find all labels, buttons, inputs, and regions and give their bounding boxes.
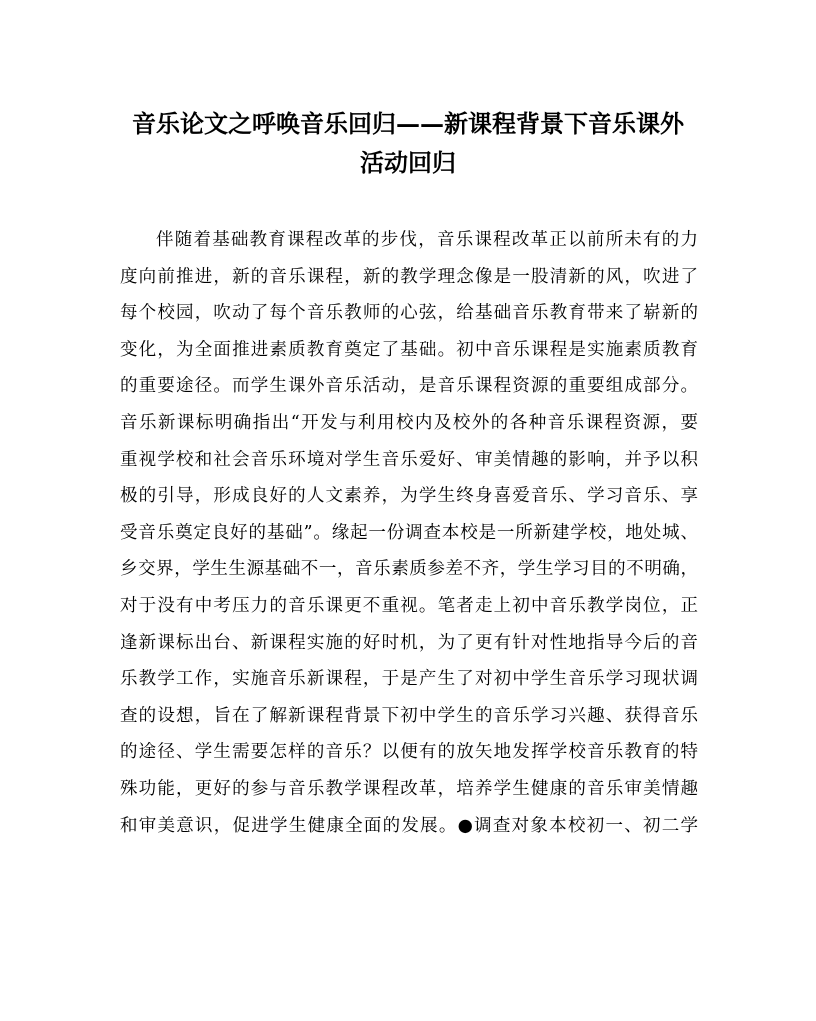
paragraph-line: 音乐新课标明确指出“开发与利用校内及校外的各种音乐课程资源，要 <box>120 412 698 433</box>
paragraph-line: 的重要途径。而学生课外音乐活动，是音乐课程资源的重要组成部分。 <box>120 376 698 397</box>
title-line: 活动回归 <box>360 148 456 177</box>
paragraph-line: 对于没有中考压力的音乐课更不重视。笔者走上初中音乐教学岗位，正 <box>120 595 698 616</box>
paragraph-line: 受音乐奠定良好的基础”。缘起一份调查本校是一所新建学校，地处城、 <box>120 522 698 543</box>
document-title <box>118 104 698 182</box>
paragraph-line: 逢新课标出台、新课程实施的好时机，为了更有针对性地指导今后的音 <box>120 632 698 653</box>
paragraph-line: 每个校园，吹动了每个音乐教师的心弦，给基础音乐教育带来了崭新的 <box>120 303 698 324</box>
paragraph-line: 殊功能，更好的参与音乐教学课程改革，培养学生健康的音乐审美情趣 <box>120 778 698 799</box>
paragraph-line: 查的设想，旨在了解新课程背景下初中学生的音乐学习兴趣、获得音乐 <box>120 705 698 726</box>
paragraph-line: 变化，为全面推进素质教育奠定了基础。初中音乐课程是实施素质教育 <box>120 339 698 360</box>
paragraph-line: 的途径、学生需要怎样的音乐？以便有的放矢地发挥学校音乐教育的特 <box>120 742 698 763</box>
paragraph-line: 极的引导，形成良好的人文素养，为学生终身喜爱音乐、学习音乐、享 <box>120 486 698 507</box>
paragraph-line: 度向前推进，新的音乐课程，新的教学理念像是一股清新的风，吹进了 <box>120 266 698 287</box>
body-paragraph <box>120 222 698 844</box>
paragraph-line: 乐教学工作，实施音乐新课程，于是产生了对初中学生音乐学习现状调 <box>120 669 698 690</box>
paragraph-line: 伴随着基础教育课程改革的步伐，音乐课程改革正以前所未有的力 <box>156 230 698 250</box>
title-line: 音乐论文之呼唤音乐回归——新课程背景下音乐课外 <box>132 109 684 138</box>
paragraph-line: 重视学校和社会音乐环境对学生音乐爱好、审美情趣的影响，并予以积 <box>120 449 698 470</box>
paragraph-line: 和审美意识，促进学生健康全面的发展。●调查对象本校初一、初二学 <box>120 815 698 836</box>
paragraph-line: 乡交界，学生生源基础不一，音乐素质参差不齐，学生学习目的不明确， <box>120 559 698 580</box>
